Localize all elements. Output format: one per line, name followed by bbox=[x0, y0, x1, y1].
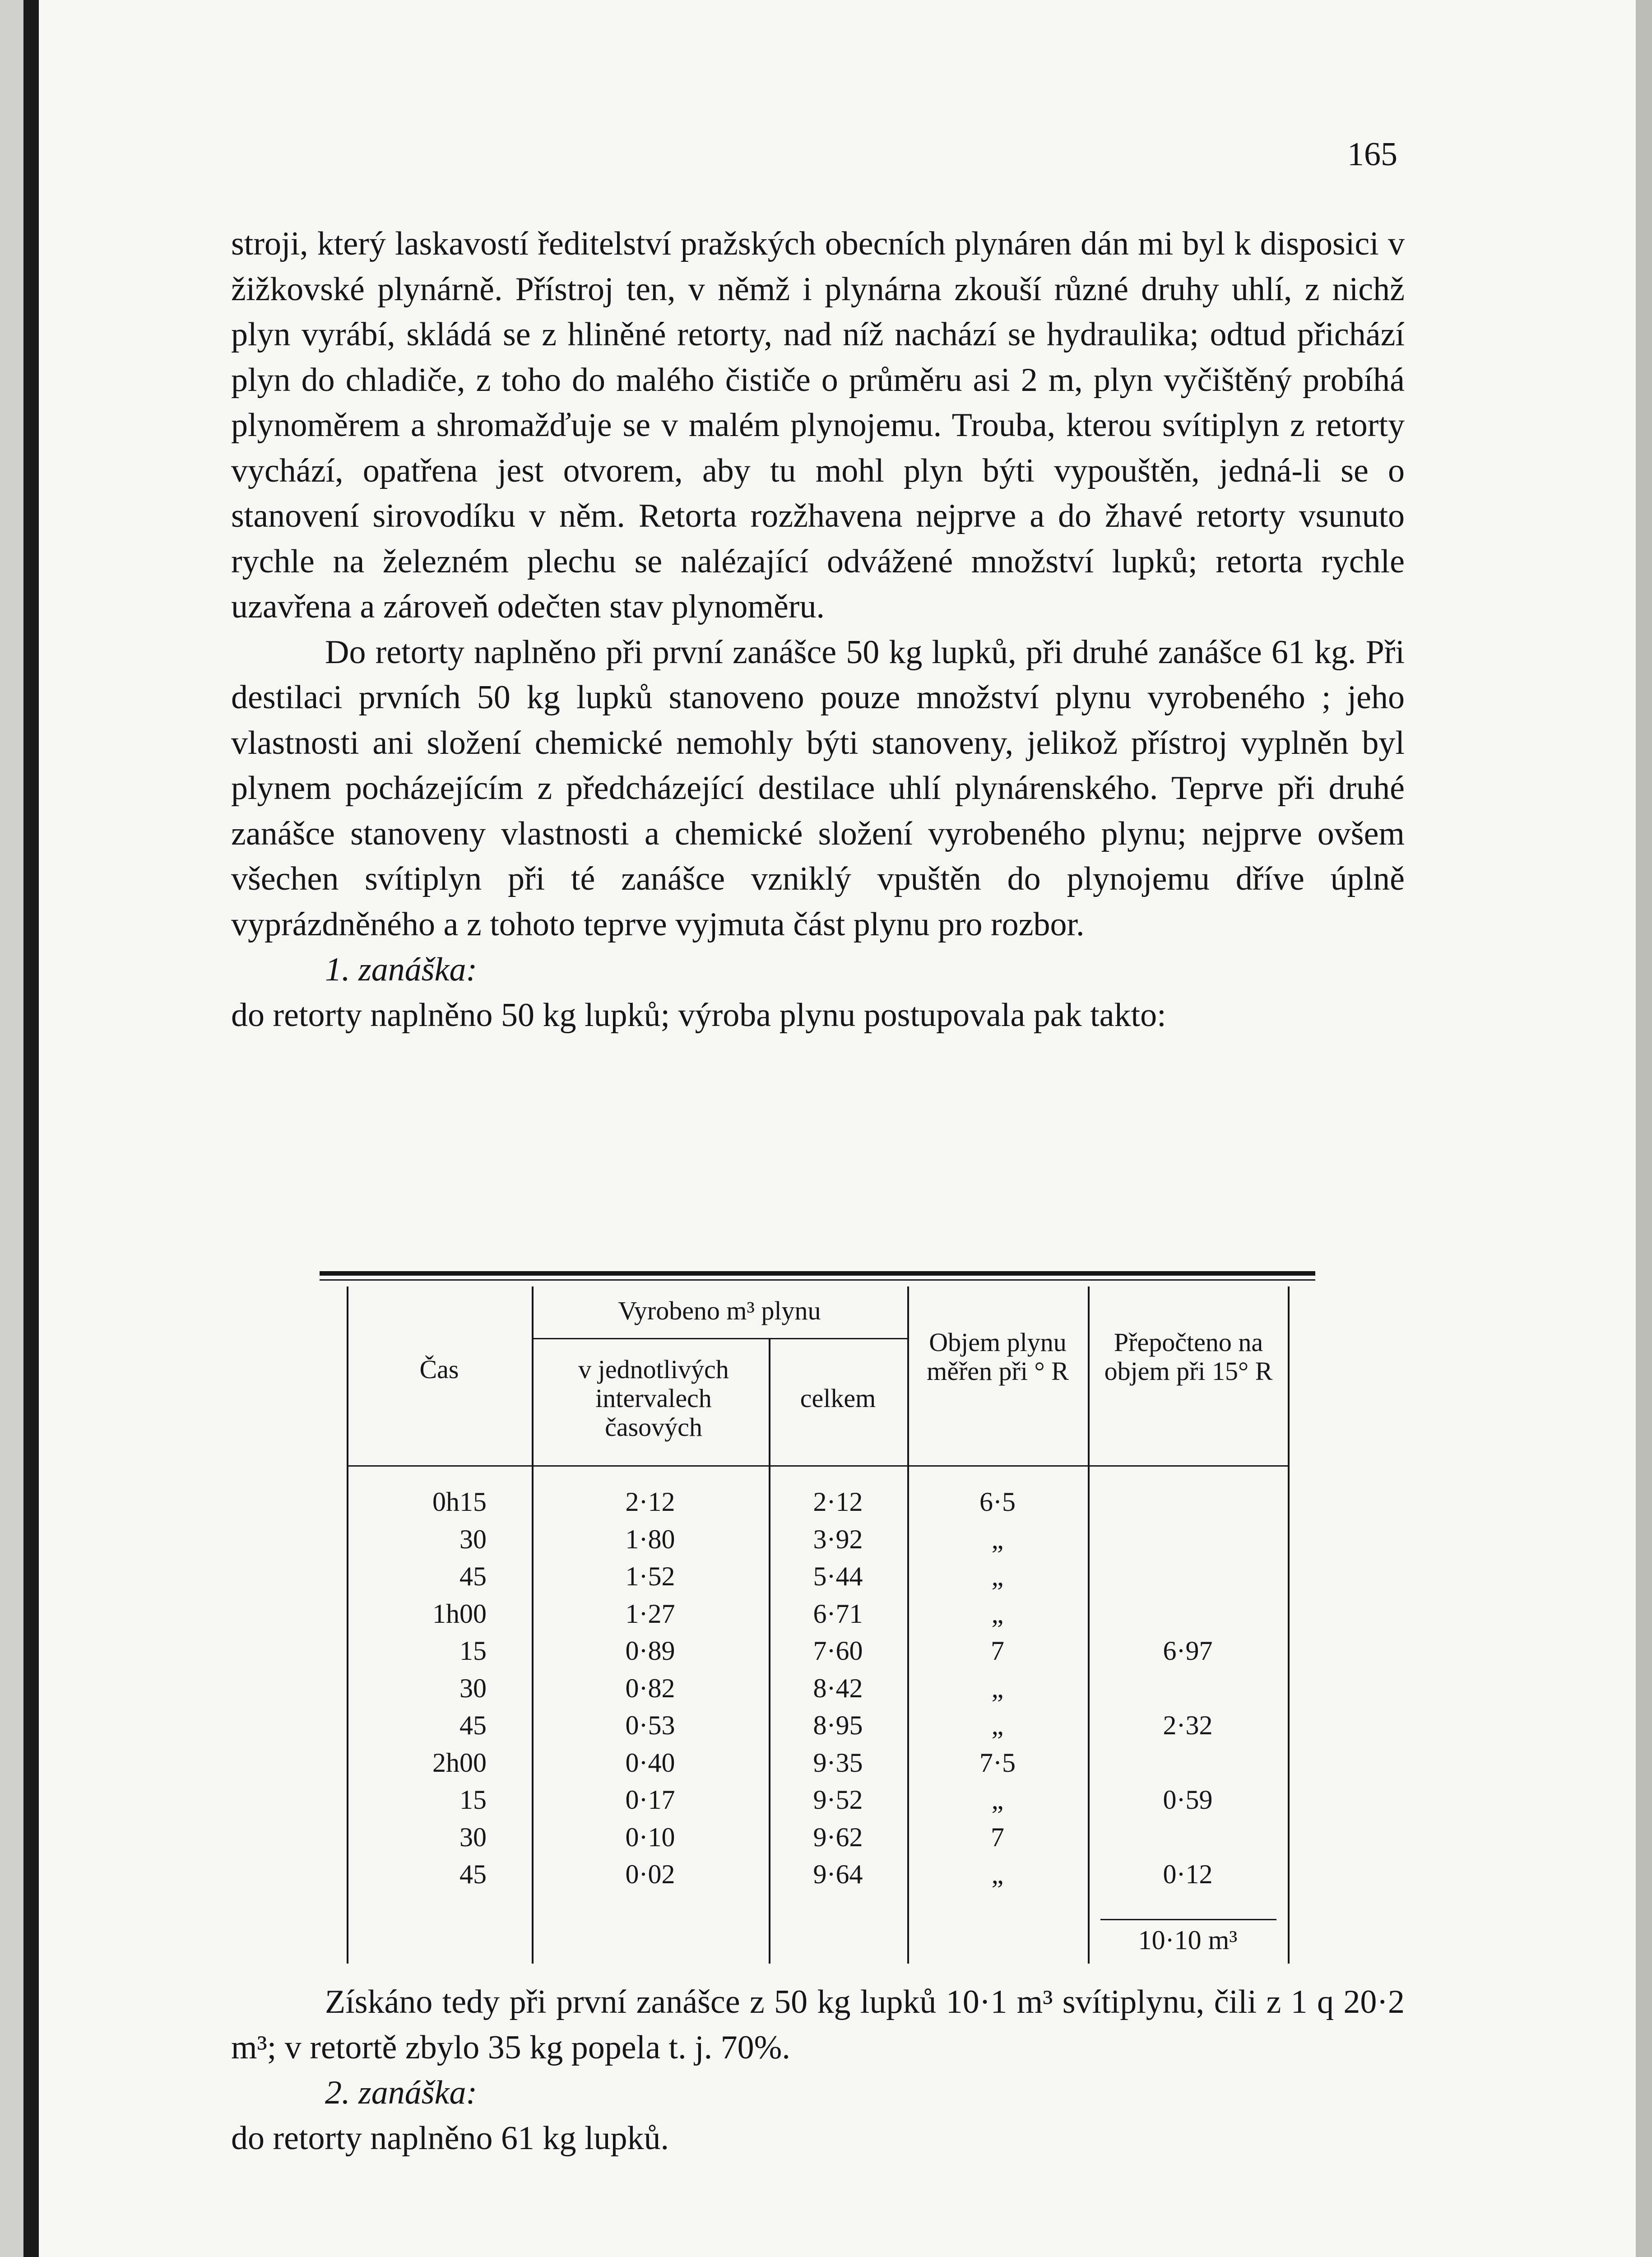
cell-recalc bbox=[1088, 1819, 1288, 1856]
gas-production-table bbox=[320, 1271, 1315, 1974]
cell-total: 9·35 bbox=[813, 1747, 863, 1778]
cell-recalc: 0·59 bbox=[1163, 1785, 1213, 1815]
column-total bbox=[769, 1483, 907, 1893]
body-text bbox=[231, 221, 1405, 1038]
cell-total: 2·12 bbox=[813, 1487, 863, 1517]
cell-volume: 7·5 bbox=[979, 1747, 1016, 1778]
cell-total: 8·95 bbox=[813, 1710, 863, 1740]
cell-recalc bbox=[1088, 1670, 1288, 1707]
header-intervals: v jednotlivých intervalech časových bbox=[578, 1355, 729, 1442]
cell-time: 45 bbox=[459, 1710, 487, 1740]
cell-interval: 1·27 bbox=[625, 1598, 675, 1629]
cell-time: 0h15 bbox=[432, 1487, 487, 1517]
cell-volume: „ bbox=[991, 1785, 1004, 1815]
paragraph-1: stroji, který laskavostí ředitelství pražských obecních plynáren dán mi byl k disposici v žižkovské plynárně. Přístroj ten, v němž i plynárna zkouší různé druhy uhlí, z nichž plyn vyrábí, skládá se z hliněné retorty, nad níž nachází se hydraulika; odtud přichází plyn do chladiče, z toho do malého čističe o průměru asi 2 m, plyn vyčištěný probíhá plynoměrem a shromažďuje se v malém plynojemu. Trouba, kterou svítiplyn z retorty vychází, opatřena jest otvorem, aby tu mohl plyn býti vypouštěn, jedná-li se o stanovení sirovodíku v něm. Retorta rozžhavena nejprve a do žhavé retorty vsunuto rychle na železném plechu se nalézající odvážené množství lupků; retorta rychle uzavřena a zároveň odečten stav plynoměru. bbox=[231, 225, 1405, 625]
cell-time: 1h00 bbox=[432, 1598, 487, 1629]
cell-time: 30 bbox=[459, 1524, 487, 1554]
cell-recalc bbox=[1088, 1744, 1288, 1782]
header-time: Čas bbox=[419, 1355, 459, 1384]
cell-interval: 0·17 bbox=[625, 1785, 675, 1815]
cell-volume: 7 bbox=[991, 1822, 1004, 1852]
section-heading-1: 1. zanáška: bbox=[325, 951, 478, 988]
cell-time: 45 bbox=[459, 1859, 487, 1889]
column-volume bbox=[907, 1483, 1088, 1893]
cell-total: 9·52 bbox=[813, 1785, 863, 1815]
header-recalc: Přepočteno na objem při 15° R bbox=[1104, 1328, 1273, 1386]
header-produced: Vyrobeno m³ plynu bbox=[618, 1296, 821, 1325]
cell-interval: 0·53 bbox=[625, 1710, 675, 1740]
cell-time: 30 bbox=[459, 1822, 487, 1852]
cell-time: 45 bbox=[459, 1561, 487, 1591]
cell-interval: 0·82 bbox=[625, 1673, 675, 1703]
cell-total: 9·64 bbox=[813, 1859, 863, 1889]
cell-interval: 0·40 bbox=[625, 1747, 675, 1778]
cell-total: 6·71 bbox=[813, 1598, 863, 1629]
header-volume: Objem plynu měřen při ° R bbox=[927, 1328, 1069, 1386]
cell-interval: 1·52 bbox=[625, 1561, 675, 1591]
cell-recalc bbox=[1088, 1483, 1288, 1521]
table-top-rule bbox=[320, 1271, 1315, 1276]
cell-recalc: 0·12 bbox=[1163, 1859, 1213, 1889]
cell-recalc bbox=[1088, 1595, 1288, 1633]
body-text-bottom bbox=[231, 1979, 1405, 2161]
paragraph-4: Získáno tedy při první zanášce z 50 kg lupků 10·1 m³ svítiplynu, čili z 1 q 20·2 m³; v retortě zbylo 35 kg popela t. j. 70%. bbox=[231, 1983, 1405, 2066]
cell-recalc: 6·97 bbox=[1163, 1636, 1213, 1666]
cell-time: 2h00 bbox=[432, 1747, 487, 1778]
paragraph-3: do retorty naplněno 50 kg lupků; výroba plynu postupovala pak takto: bbox=[231, 996, 1166, 1034]
cell-volume: „ bbox=[991, 1524, 1004, 1554]
cell-interval: 1·80 bbox=[625, 1524, 675, 1554]
cell-volume: „ bbox=[991, 1673, 1004, 1703]
cell-interval: 0·10 bbox=[625, 1822, 675, 1852]
column-intervals bbox=[532, 1483, 769, 1893]
paragraph-5: do retorty naplněno 61 kg lupků. bbox=[231, 2119, 669, 2157]
cell-volume: 7 bbox=[991, 1636, 1004, 1666]
header-group-divider bbox=[532, 1338, 907, 1339]
cell-total: 3·92 bbox=[813, 1524, 863, 1554]
cell-volume: „ bbox=[991, 1561, 1004, 1591]
cell-total: 8·42 bbox=[813, 1673, 863, 1703]
sum-rule bbox=[1100, 1919, 1276, 1920]
binding-edge bbox=[23, 0, 39, 2257]
cell-volume: „ bbox=[991, 1710, 1004, 1740]
table-top-rule-thin bbox=[320, 1279, 1315, 1281]
cell-recalc: 2·32 bbox=[1163, 1710, 1213, 1740]
section-heading-2: 2. zanáška: bbox=[325, 2074, 478, 2111]
scan-edge-left bbox=[0, 0, 23, 2257]
recalc-total: 10·10 m³ bbox=[1138, 1925, 1238, 1955]
scan-edge-right bbox=[1636, 0, 1652, 2257]
cell-time: 30 bbox=[459, 1673, 487, 1703]
cell-interval: 0·02 bbox=[625, 1859, 675, 1889]
header-total: celkem bbox=[800, 1384, 876, 1413]
cell-time: 15 bbox=[459, 1785, 487, 1815]
table-rule-right bbox=[1288, 1286, 1290, 1964]
cell-interval: 2·12 bbox=[625, 1487, 675, 1517]
paragraph-2: Do retorty naplněno při první zanášce 50 kg lupků, při druhé zanášce 61 kg. Při destilaci prvních 50 kg lupků stanoveno pouze množství plynu vyrobeného ; jeho vlastnosti ani složení chemické nemohly býti stanoveny, jelikož přístroj vyplněn byl plynem pocházejícím z předcházející destilace uhlí plynárenského. Teprve při druhé zanášce stanoveny vlastnosti a chemické složení vyrobeného plynu; nejprve ovšem všechen svítiplyn při té zanášce vzniklý vpuštěn do plynojemu dříve úplně vyprázdněného a z tohoto teprve vyjmuta část plynu pro rozbor. bbox=[231, 633, 1405, 943]
cell-volume: „ bbox=[991, 1598, 1004, 1629]
page-number: 165 bbox=[1347, 136, 1397, 173]
cell-total: 9·62 bbox=[813, 1822, 863, 1852]
column-time bbox=[347, 1483, 487, 1893]
header-bottom-rule bbox=[347, 1465, 1290, 1467]
cell-recalc bbox=[1088, 1558, 1288, 1595]
cell-recalc bbox=[1088, 1521, 1288, 1558]
cell-time: 15 bbox=[459, 1636, 487, 1666]
column-recalc bbox=[1088, 1483, 1288, 1893]
cell-volume: 6·5 bbox=[979, 1487, 1016, 1517]
cell-interval: 0·89 bbox=[625, 1636, 675, 1666]
cell-total: 5·44 bbox=[813, 1561, 863, 1591]
cell-total: 7·60 bbox=[813, 1636, 863, 1666]
cell-volume: „ bbox=[991, 1859, 1004, 1889]
